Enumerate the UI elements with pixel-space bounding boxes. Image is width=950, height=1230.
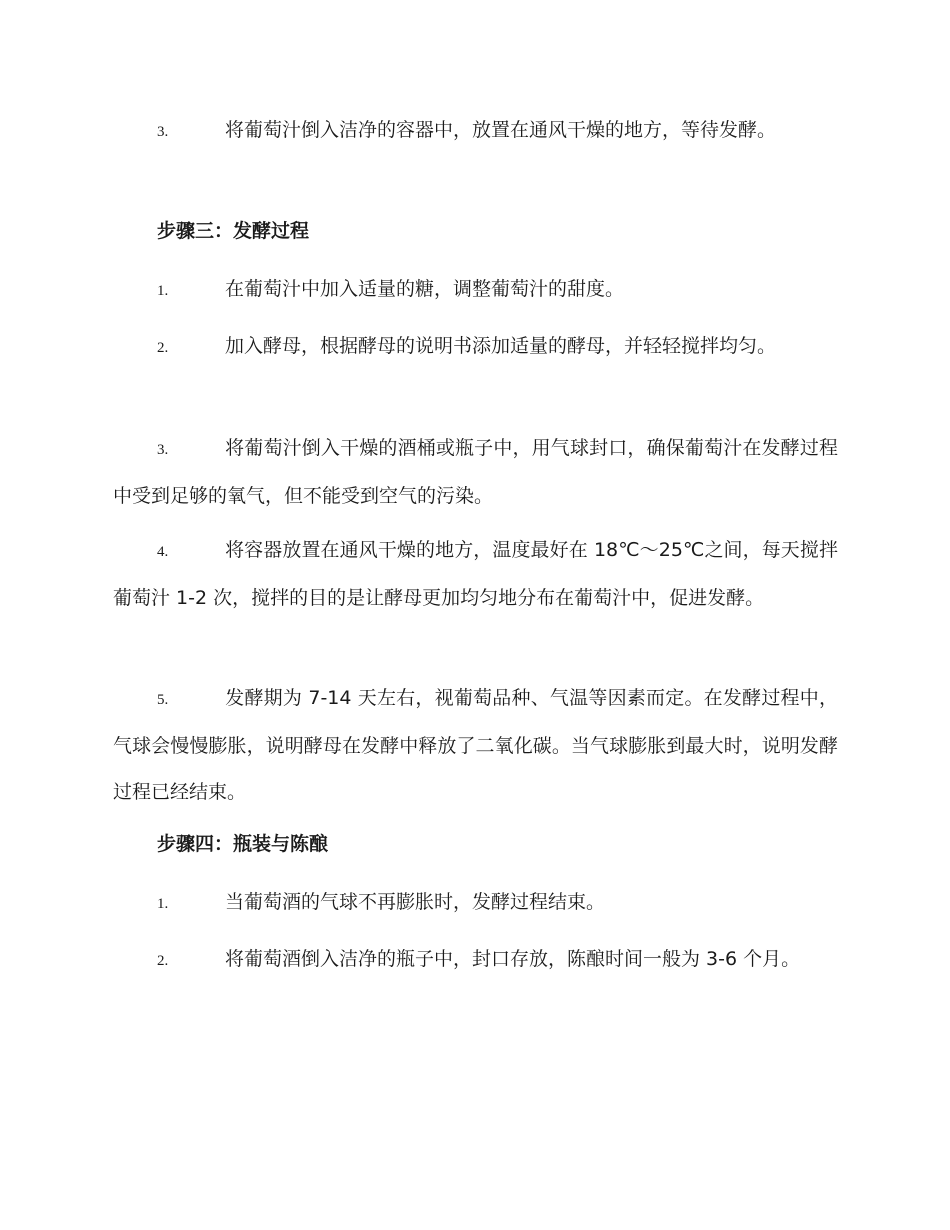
list-text: 在葡萄汁中加入适量的糖，调整葡萄汁的甜度。 [225, 278, 625, 300]
list-text: 当葡萄酒的气球不再膨胀时，发酵过程结束。 [225, 891, 606, 913]
list-item-step4-1 [113, 879, 838, 927]
list-number: 2. [157, 340, 169, 356]
list-number: 2. [157, 953, 169, 969]
list-text: 将葡萄酒倒入洁净的瓶子中，封口存放，陈酿时间一般为 3-6 个月。 [225, 948, 801, 970]
section-heading-step3: 步骤三：发酵过程 [157, 220, 310, 242]
list-number: 3. [157, 124, 169, 140]
list-text: 发酵期为 7-14 天左右，视葡萄品种、气温等因素而定。在发酵过程中，气球会慢慢膨胀，说明酵母在发酵中释放了二氧化碳。当气球膨胀到最大时，说明发酵过程已经结束。 [113, 687, 838, 803]
list-item-step3-5 [113, 675, 838, 815]
list-item-step3-2 [113, 323, 838, 371]
list-number: 4. [157, 544, 169, 560]
list-item-step3-3 [113, 425, 838, 519]
list-number: 1. [157, 896, 169, 912]
list-item-step2-3 [113, 107, 838, 155]
list-text: 加入酵母，根据酵母的说明书添加适量的酵母，并轻轻搅拌均匀。 [225, 335, 777, 357]
list-item-step3-1 [113, 266, 838, 314]
list-text: 将容器放置在通风干燥的地方，温度最好在 18℃～25℃之间，每天搅拌葡萄汁 1-2 次，搅拌的目的是让酵母更加均匀地分布在葡萄汁中，促进发酵。 [113, 539, 838, 609]
list-item-step3-4 [113, 527, 838, 621]
list-text: 将葡萄汁倒入干燥的酒桶或瓶子中，用气球封口，确保葡萄汁在发酵过程中受到足够的氧气，但不能受到空气的污染。 [113, 437, 838, 507]
list-number: 5. [157, 692, 169, 708]
list-item-step4-2 [113, 936, 838, 984]
list-text: 将葡萄汁倒入洁净的容器中，放置在通风干燥的地方，等待发酵。 [225, 119, 777, 141]
list-number: 1. [157, 283, 169, 299]
list-number: 3. [157, 442, 169, 458]
section-heading-step4: 步骤四：瓶装与陈酿 [157, 833, 329, 855]
